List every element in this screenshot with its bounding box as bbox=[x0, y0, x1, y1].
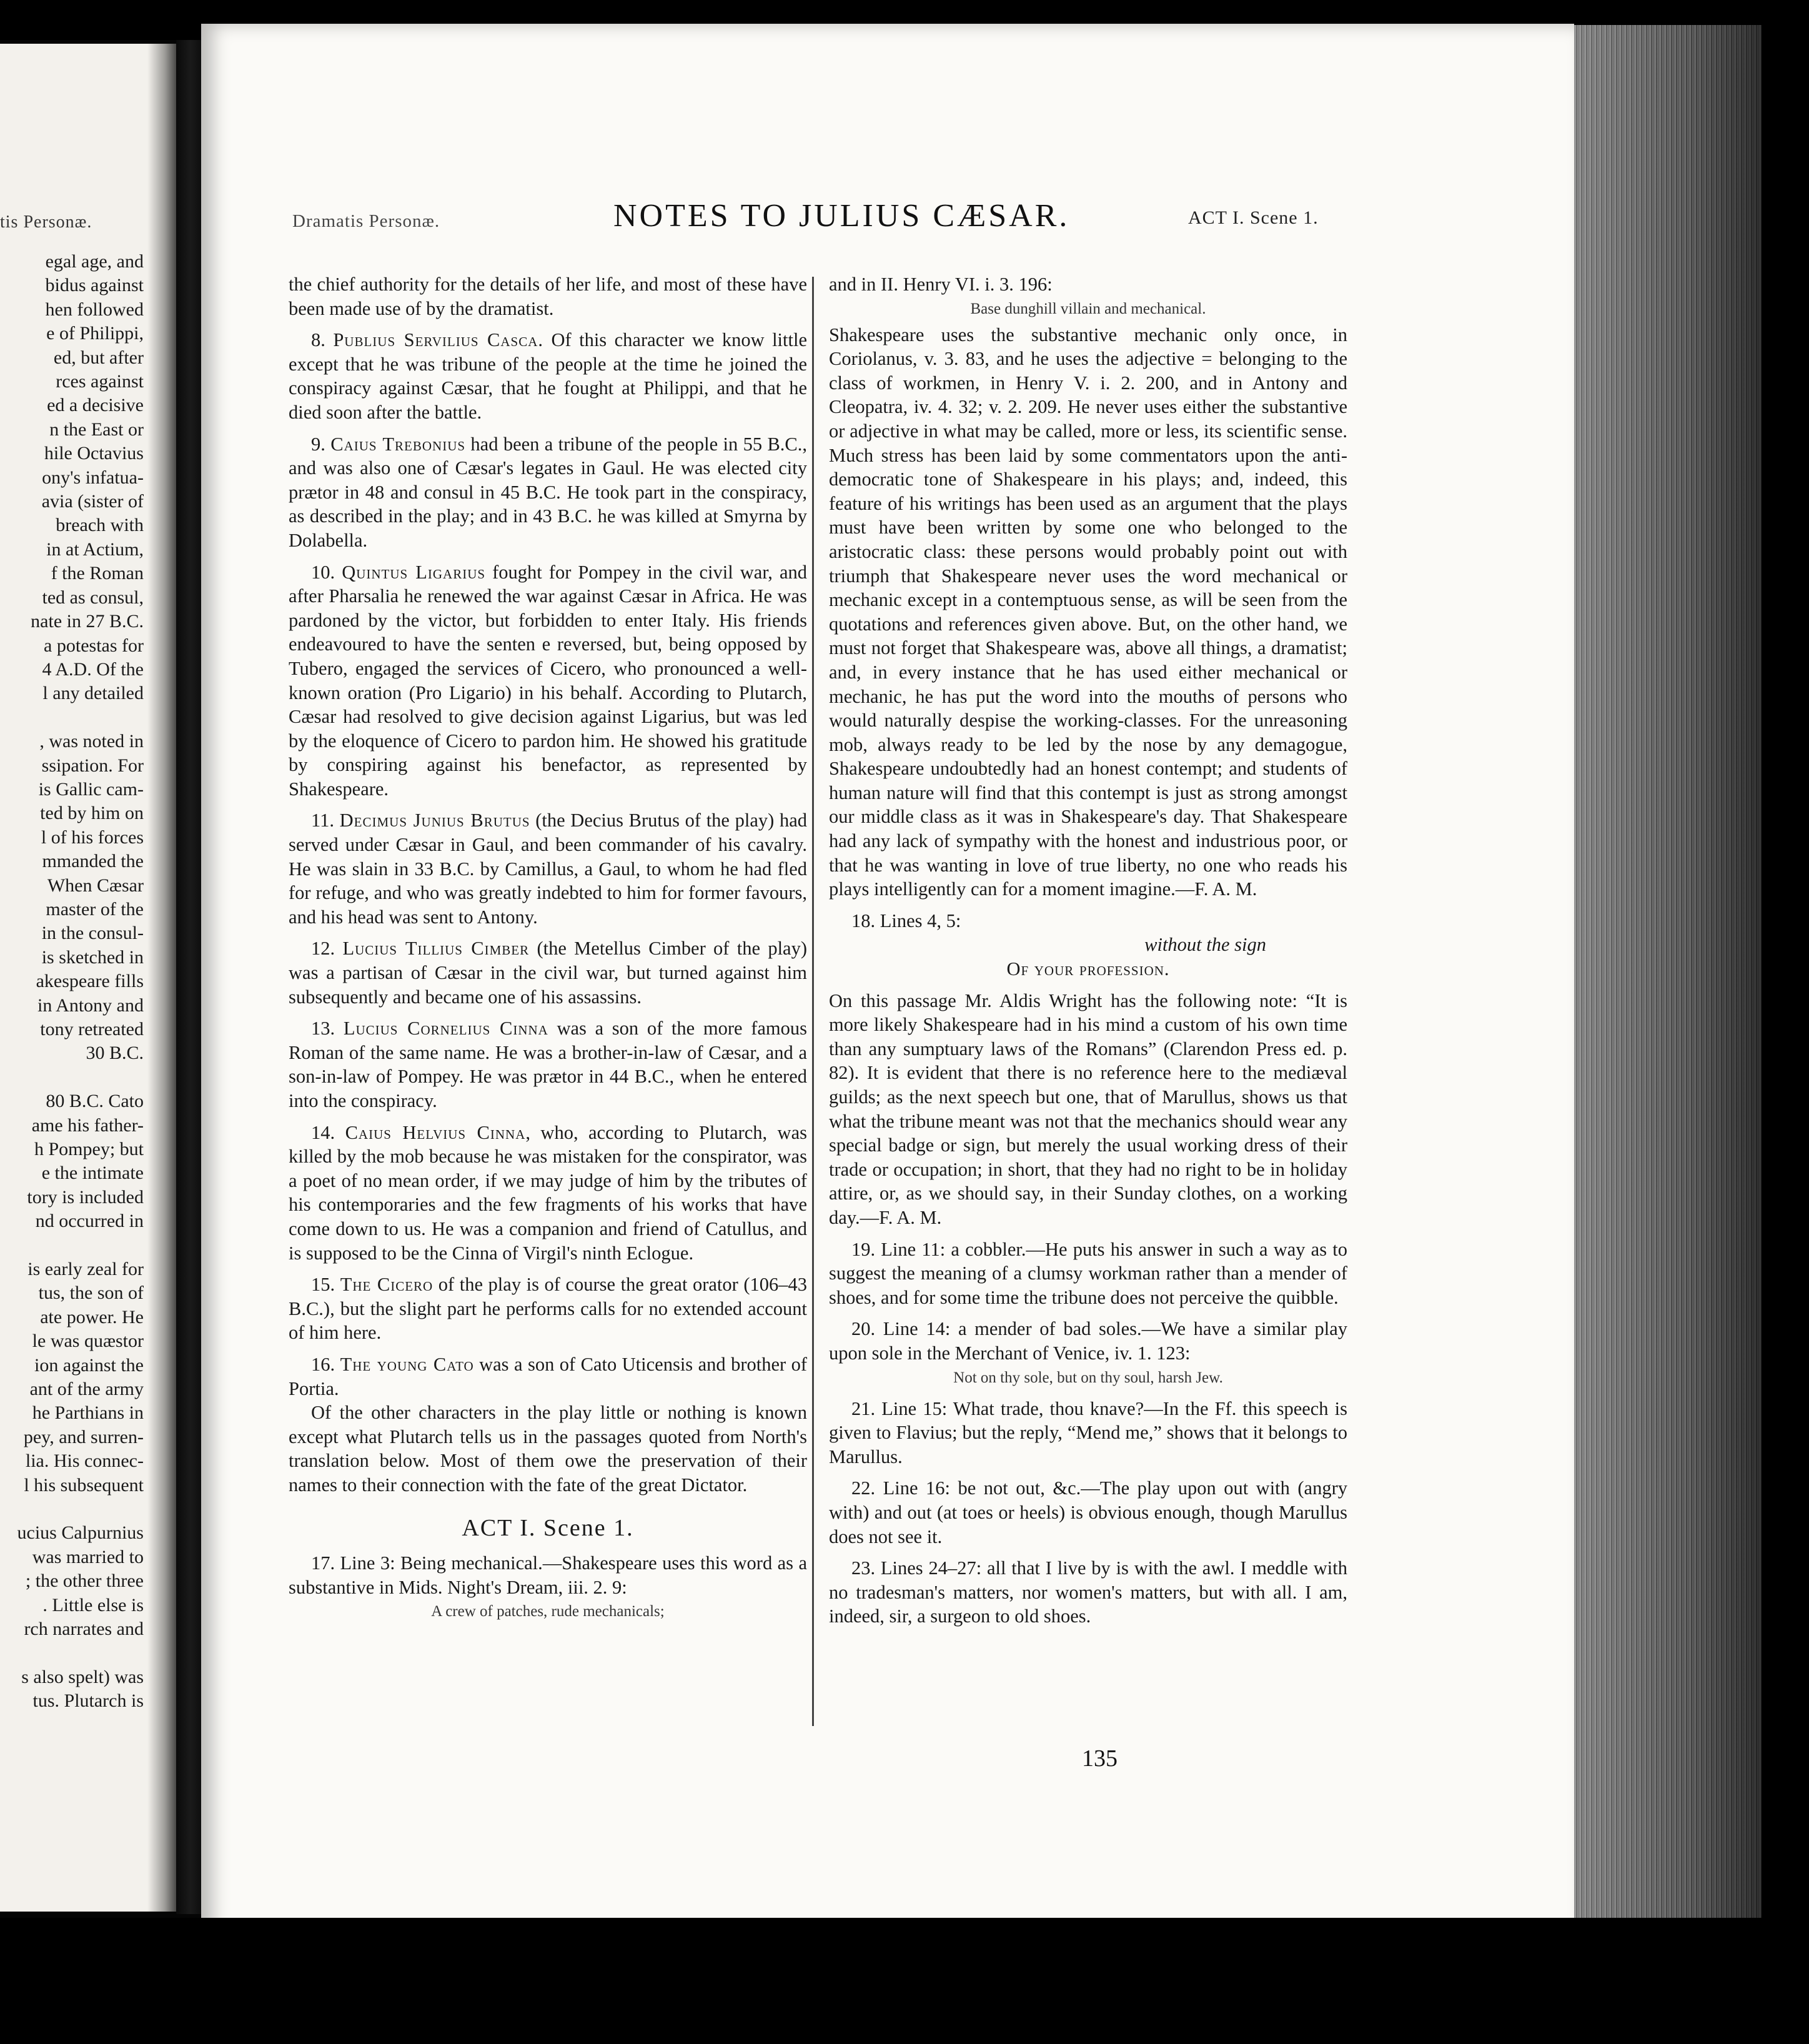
character-name: Lucius Cornelius Cinna bbox=[343, 1018, 548, 1039]
column-rule bbox=[812, 277, 814, 1726]
left-column bbox=[289, 272, 807, 1625]
facing-page-line: ame his father- bbox=[31, 1114, 144, 1136]
note-text: (the Metellus Cimber of the play) was a partisan of Cæsar in the civil war, but turned against him subsequently and became one of his assassins. bbox=[289, 938, 808, 1008]
note-12 bbox=[289, 936, 807, 1009]
facing-page-line: 80 B.C. Cato bbox=[46, 1091, 144, 1112]
quotation: Not on thy sole, but on thy soul, harsh Jew. bbox=[953, 1369, 1223, 1386]
facing-page-line: ted as consul, bbox=[42, 587, 144, 608]
note-number: 10. bbox=[311, 561, 335, 583]
facing-page-line: ion against the bbox=[34, 1354, 144, 1376]
note-21: 21. Line 15: What trade, thou knave?—In the Ff. this speech is given to Flavius; but the reply, “Mend me,” shows that it belongs to Marullus. bbox=[829, 1397, 1347, 1467]
character-name: Decimus Junius Brutus bbox=[339, 810, 530, 831]
running-header bbox=[201, 197, 1574, 241]
note-14 bbox=[289, 1121, 807, 1266]
facing-page-line: le was quæstor bbox=[32, 1331, 144, 1352]
facing-page-line: s also spelt) was bbox=[21, 1666, 144, 1687]
verse-line: Of your profession. bbox=[1006, 958, 1170, 980]
header-act-scene: ACT I. Scene 1. bbox=[1188, 207, 1319, 228]
facing-page-line: is sketched in bbox=[41, 946, 144, 968]
facing-page-line: egal age, and bbox=[45, 251, 144, 272]
note-text: (the Decius Brutus of the play) had served under Cæsar in Gaul, and been commander of his cavalry. He was slain in 33 B.C. by Camillus, a Gaul, to whom he had fled for refuge, and who was greatly indebted to him for former favours, and his head was sent to Antony. bbox=[289, 810, 807, 928]
facing-page-line: he Parthians in bbox=[32, 1402, 144, 1424]
character-name: Quintus Ligarius bbox=[342, 561, 486, 583]
facing-page-line: mmanded the bbox=[42, 851, 144, 872]
note-text: of the play is of course the great orator (106–43 B.C.), but the slight part he performs calls for no extended account of him here. bbox=[289, 1274, 808, 1344]
facing-page-line: ; the other three bbox=[25, 1570, 144, 1592]
character-name: Publius Servilius Casca. bbox=[333, 329, 543, 351]
quotation: A crew of patches, rude mechanicals; bbox=[431, 1603, 665, 1620]
note-text: was a son of the more famous Roman of the same name. He was a brother-in-law of Cæsar, and a son-in-law of Pompey. He was prætor in 44 B.C., when he entered into the conspiracy. bbox=[289, 1018, 808, 1111]
character-name: The Cicero bbox=[340, 1274, 434, 1296]
note-20: 20. Line 14: a mender of bad soles.—We have a similar play upon sole in the Merchant of Venice, iv. 1. 123: bbox=[829, 1318, 1347, 1364]
character-name: The young Cato bbox=[340, 1353, 474, 1375]
note-number: 8. bbox=[311, 329, 325, 351]
scan-border-bottom bbox=[0, 1918, 1809, 2044]
facing-page-line: tus. Plutarch is bbox=[32, 1690, 144, 1712]
scan-border-right bbox=[1762, 0, 1809, 2044]
facing-page-line: ucius Calpurnius bbox=[17, 1522, 144, 1544]
facing-page-line: in at Actium, bbox=[46, 538, 144, 560]
note-11 bbox=[289, 808, 807, 929]
facing-page-line: ted by him on bbox=[40, 803, 144, 824]
character-name: Lucius Tillius Cimber bbox=[342, 938, 530, 960]
facing-page-line: rces against bbox=[56, 371, 144, 392]
facing-page-line bbox=[0, 1234, 144, 1258]
facing-page-line: l his subsequent bbox=[24, 1474, 144, 1496]
right-column bbox=[829, 272, 1347, 1629]
facing-page-line: nd occurred in bbox=[35, 1211, 144, 1232]
facing-page-line: l of his forces bbox=[41, 826, 144, 848]
facing-page-line: l any detailed bbox=[42, 683, 144, 704]
facing-page-line: 4 A.D. Of the bbox=[42, 658, 144, 680]
facing-page-line: tus, the son of bbox=[38, 1282, 144, 1304]
facing-page-line: is Gallic cam- bbox=[38, 778, 144, 800]
note-9 bbox=[289, 432, 807, 553]
facing-page-line bbox=[0, 1066, 144, 1089]
note-number: 9. bbox=[311, 433, 325, 455]
facing-page-line: avia (sister of bbox=[41, 491, 144, 512]
facing-page-line: hile Octavius bbox=[44, 443, 144, 464]
note-number: 14. bbox=[311, 1121, 335, 1143]
note-text: had been a tribune of the people in 55 B.C., and was also one of Cæsar's legates in Gaul. He was elected city prætor in 48 and consul in 45 B.C. He took part in the conspiracy, as described in the play; and in 43 B.C. he was killed at Smyrna by Dolabella. bbox=[289, 433, 808, 551]
note-19: 19. Line 11: a cobbler.—He puts his answer in such a way as to suggest the meaning of a clumsy workman rather than a mender of shoes, and for some time the tribune does not perceive the quibble. bbox=[829, 1238, 1347, 1308]
note-text: , who, according to Plutarch, was killed by the mob because he was mistaken for the conspirator, was a poet of no mean order, if we may judge of him by the tributes of his contemporaries and the few fragments of his works that have come down to us. He was a companion and friend of Catullus, and is supposed to be the Cinna of Virgil's ninth Eclogue. bbox=[289, 1121, 807, 1264]
facing-page-line: master of the bbox=[46, 898, 144, 920]
note-8 bbox=[289, 328, 807, 424]
main-page bbox=[201, 24, 1574, 1942]
facing-page-line: hen followed bbox=[45, 299, 144, 320]
facing-page-line: was married to bbox=[32, 1546, 144, 1567]
facing-page-line: lia. His connec- bbox=[25, 1451, 144, 1472]
note-23: 23. Lines 24–27: all that I live by is with the awl. I meddle with no tradesman's matters, nor women's matters, but with all. I am, indeed, sir, a surgeon to old shoes. bbox=[829, 1557, 1347, 1627]
facing-page-line: , was noted in bbox=[39, 731, 144, 752]
note-text: was a son of Cato Uticensis and brother of Portia. bbox=[289, 1353, 807, 1399]
facing-page-line: akespeare fills bbox=[36, 971, 144, 992]
facing-page-line: . Little else is bbox=[42, 1594, 144, 1615]
note-15 bbox=[289, 1273, 807, 1345]
note-number: 11. bbox=[311, 810, 334, 831]
facing-page-line: in the consul- bbox=[41, 923, 144, 944]
facing-page-line bbox=[0, 1497, 144, 1521]
page-number: 135 bbox=[1082, 1745, 1118, 1772]
facing-page-line: a potestas for bbox=[44, 635, 144, 656]
facing-page-line: ssipation. For bbox=[41, 755, 144, 776]
facing-page-line: ate power. He bbox=[40, 1306, 144, 1327]
facing-page-line: f the Roman bbox=[51, 563, 144, 584]
note-continued: the chief authority for the details of her life, and most of these have been made use of by the dramatist. bbox=[289, 274, 807, 319]
header-section-label: Dramatis Personæ. bbox=[292, 211, 440, 231]
quotation: Base dunghill villain and mechanical. bbox=[970, 300, 1206, 317]
facing-page-line: in Antony and bbox=[37, 995, 144, 1016]
note-17-body: Shakespeare uses the substantive mechanic only once, in Coriolanus, v. 3. 83, and he uses the adjective = belonging to the class of workmen, in Henry V. i. 2. 200, and in Antony and Cleopatra, iv. 4. 32; v. 2. 209. He never uses either the substantive or adjective in what may be called, more or less, its scientific sense. Much stress has been laid by some commentators upon the anti-democratic tone of Shakespeare in his plays; and, indeed, this feature of his writings has been used as an argument that the plays must have been written by some one who belonged to the aristocratic class: these persons would probably point out with triumph that Shakespeare never uses the word mechanical or mechanic except in a contemptuous sense, as will be seen from the quotations and references given above. But, on the other hand, we must not forget that Shakespeare was, above all things, a dramatist; and, in every instance that he has used either mechanical or mechanic, he has put the word into the mouths of persons who would naturally despise the working-classes. For the unreasoning mob, always ready to be led by the nose by any demagogue, Shakespeare undoubtedly had an honest contempt; and students of human nature will find that this contempt is just as strong amongst our middle class as it was in Shakespeare's day. That Shakespeare had any lack of sympathy with the honest and industrious poor, or that he was wanting in love of true liberty, no one who reads his plays intelligently can for a moment imagine.—F. A. M. bbox=[829, 324, 1347, 900]
facing-page-line: ant of the army bbox=[29, 1379, 144, 1400]
facing-page-line: e the intimate bbox=[41, 1163, 144, 1184]
facing-page-line: When Cæsar bbox=[47, 875, 144, 896]
facing-page-line: breach with bbox=[56, 515, 144, 536]
note-13 bbox=[289, 1016, 807, 1113]
note-22: 22. Line 16: be not out, &c.—The play upon out with (angry with) and out (at toes or heels) is obvious enough, though Marullus does not see it. bbox=[829, 1477, 1347, 1547]
act-scene-heading: ACT I. Scene 1. bbox=[462, 1514, 634, 1541]
note-17: 17. Line 3: Being mechanical.—Shakespeare uses this word as a substantive in Mids. Night's Dream, iii. 2. 9: bbox=[289, 1552, 807, 1598]
note-number: 12. bbox=[311, 938, 335, 960]
note-16 bbox=[289, 1352, 807, 1401]
facing-page-line: is early zeal for bbox=[27, 1259, 144, 1280]
note-number: 15. bbox=[311, 1274, 335, 1296]
facing-page-line: h Pompey; but bbox=[34, 1139, 144, 1159]
other-characters-note: Of the other characters in the play little or nothing is known except what Plutarch tells us in the passages quoted from North's translation below. Most of them owe the preservation of their names to their connection with the fate of the great Dictator. bbox=[289, 1402, 807, 1496]
page-edge-shading bbox=[1574, 25, 1762, 1918]
note-18: 18. Lines 4, 5: bbox=[851, 910, 961, 931]
facing-page-line: ed, but after bbox=[53, 347, 144, 368]
facing-page-text bbox=[0, 250, 144, 1714]
note-text: fought for Pompey in the civil war, and after Pharsalia he renewed the war against Cæsar in Africa. He was pardoned by the victor, but forbidden to enter Italy. His friends endeavoured to have the senten e reversed, but, being opposed by Tubero, engaged the services of Cicero, who pronounced a well-known oration (Pro Ligario) in his behalf. According to Plutarch, Cæsar had resolved to give decision against Ligarius, but was led by the eloquence of Cicero to pardon him. He showed his gratitude by conspiring against his benefactor, as represented by Shakespeare. bbox=[289, 561, 807, 800]
facing-page-line: 30 B.C. bbox=[86, 1043, 144, 1064]
note-17-continued: and in II. Henry VI. i. 3. 196: bbox=[829, 274, 1053, 295]
note-number: 13. bbox=[311, 1018, 335, 1039]
gutter-shadow bbox=[147, 44, 176, 1912]
facing-page-left bbox=[0, 44, 176, 1912]
header-title: NOTES TO JULIUS CÆSAR. bbox=[613, 198, 1070, 234]
verse-line: without the sign bbox=[1144, 934, 1266, 956]
facing-page-line: nate in 27 B.C. bbox=[31, 611, 144, 632]
character-name: Caius Helvius Cinna bbox=[345, 1121, 526, 1143]
facing-page-line: e of Philippi, bbox=[46, 323, 144, 344]
facing-page-line: bidus against bbox=[45, 275, 144, 296]
facing-page-line: ed a decisive bbox=[47, 395, 144, 416]
facing-page-line: rch narrates and bbox=[24, 1619, 144, 1640]
facing-page-line bbox=[0, 706, 144, 730]
facing-page-line: tony retreated bbox=[40, 1018, 144, 1039]
facing-page-line: pey, and surren- bbox=[23, 1426, 144, 1447]
note-text: Of this character we know little except that he was tribune of the people at the time he joined the conspiracy against Cæsar, that he fought at Philippi, and that he died soon after the battle. bbox=[289, 329, 807, 423]
facing-page-line: tory is included bbox=[27, 1186, 144, 1208]
note-10 bbox=[289, 560, 807, 801]
facing-page-line: n the East or bbox=[49, 419, 144, 440]
facing-page-header: tis Personæ. bbox=[0, 212, 92, 232]
character-name: Caius Trebonius bbox=[330, 433, 466, 455]
facing-page-line bbox=[0, 1642, 144, 1665]
note-number: 16. bbox=[311, 1353, 335, 1375]
note-18-body: On this passage Mr. Aldis Wright has the following note: “It is more likely Shakespeare had in his mind a custom of his own time than any sumptuary laws of the Romans” (Clarendon Press ed. p. 82). It is evident that there is no reference here to the mediæval guilds; as the next speech but one, that of Marullus, shows us that what the tribune meant was not that the mechanics should wear any special badge or sign, but merely the usual working dress of their trade or occupation; in short, that they had no right to be in holiday attire, or, as we should say, in their Sunday clothes, on a working day.—F. A. M. bbox=[829, 990, 1347, 1228]
facing-page-line: ony's infatua- bbox=[42, 467, 144, 488]
